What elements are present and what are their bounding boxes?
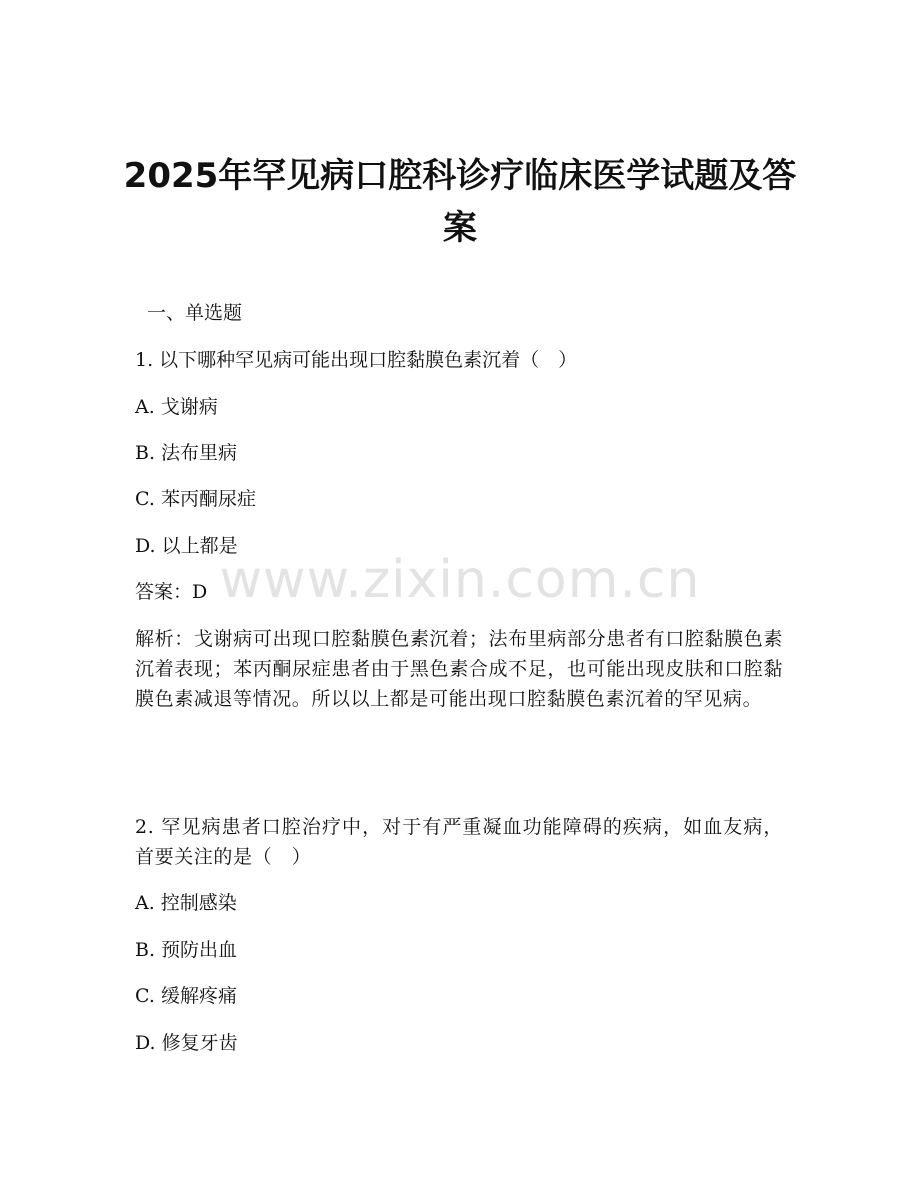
question-2-option-b: B. 预防出血 (135, 939, 238, 961)
question-2-option-c: C. 缓解疼痛 (135, 985, 237, 1007)
question-1-option-a: A. 戈谢病 (135, 396, 218, 418)
question-1-answer: 答案：D (135, 581, 208, 603)
section-heading: 一、单选题 (147, 302, 243, 324)
question-1-option-b: B. 法布里病 (135, 442, 238, 464)
question-1-stem: 1. 以下哪种罕见病可能出现口腔黏膜色素沉着（ ） (135, 349, 578, 371)
question-1-option-d: D. 以上都是 (135, 535, 238, 557)
watermark: www.zixin.com.cn (219, 550, 701, 610)
question-2-option-a: A. 控制感染 (135, 892, 237, 914)
question-1-analysis: 解析：戈谢病可出现口腔黏膜色素沉着；法布里病部分患者有口腔黏膜色素沉着表现；苯丙酮尿症患者由于黑色素合成不足，也可能出现皮肤和口腔黏膜色素减退等情况。所以以上都是可能出现口腔黏膜色素沉着的罕见病。 (135, 628, 783, 710)
question-2-option-d: D. 修复牙齿 (135, 1032, 238, 1054)
question-1-option-c: C. 苯丙酮尿症 (135, 488, 256, 510)
question-2-stem: 2. 罕见病患者口腔治疗中，对于有严重凝血功能障碍的疾病，如血友病，首要关注的是（ ） (135, 816, 783, 868)
document-title: 2025年罕见病口腔科诊疗临床医学试题及答案 (123, 156, 797, 248)
